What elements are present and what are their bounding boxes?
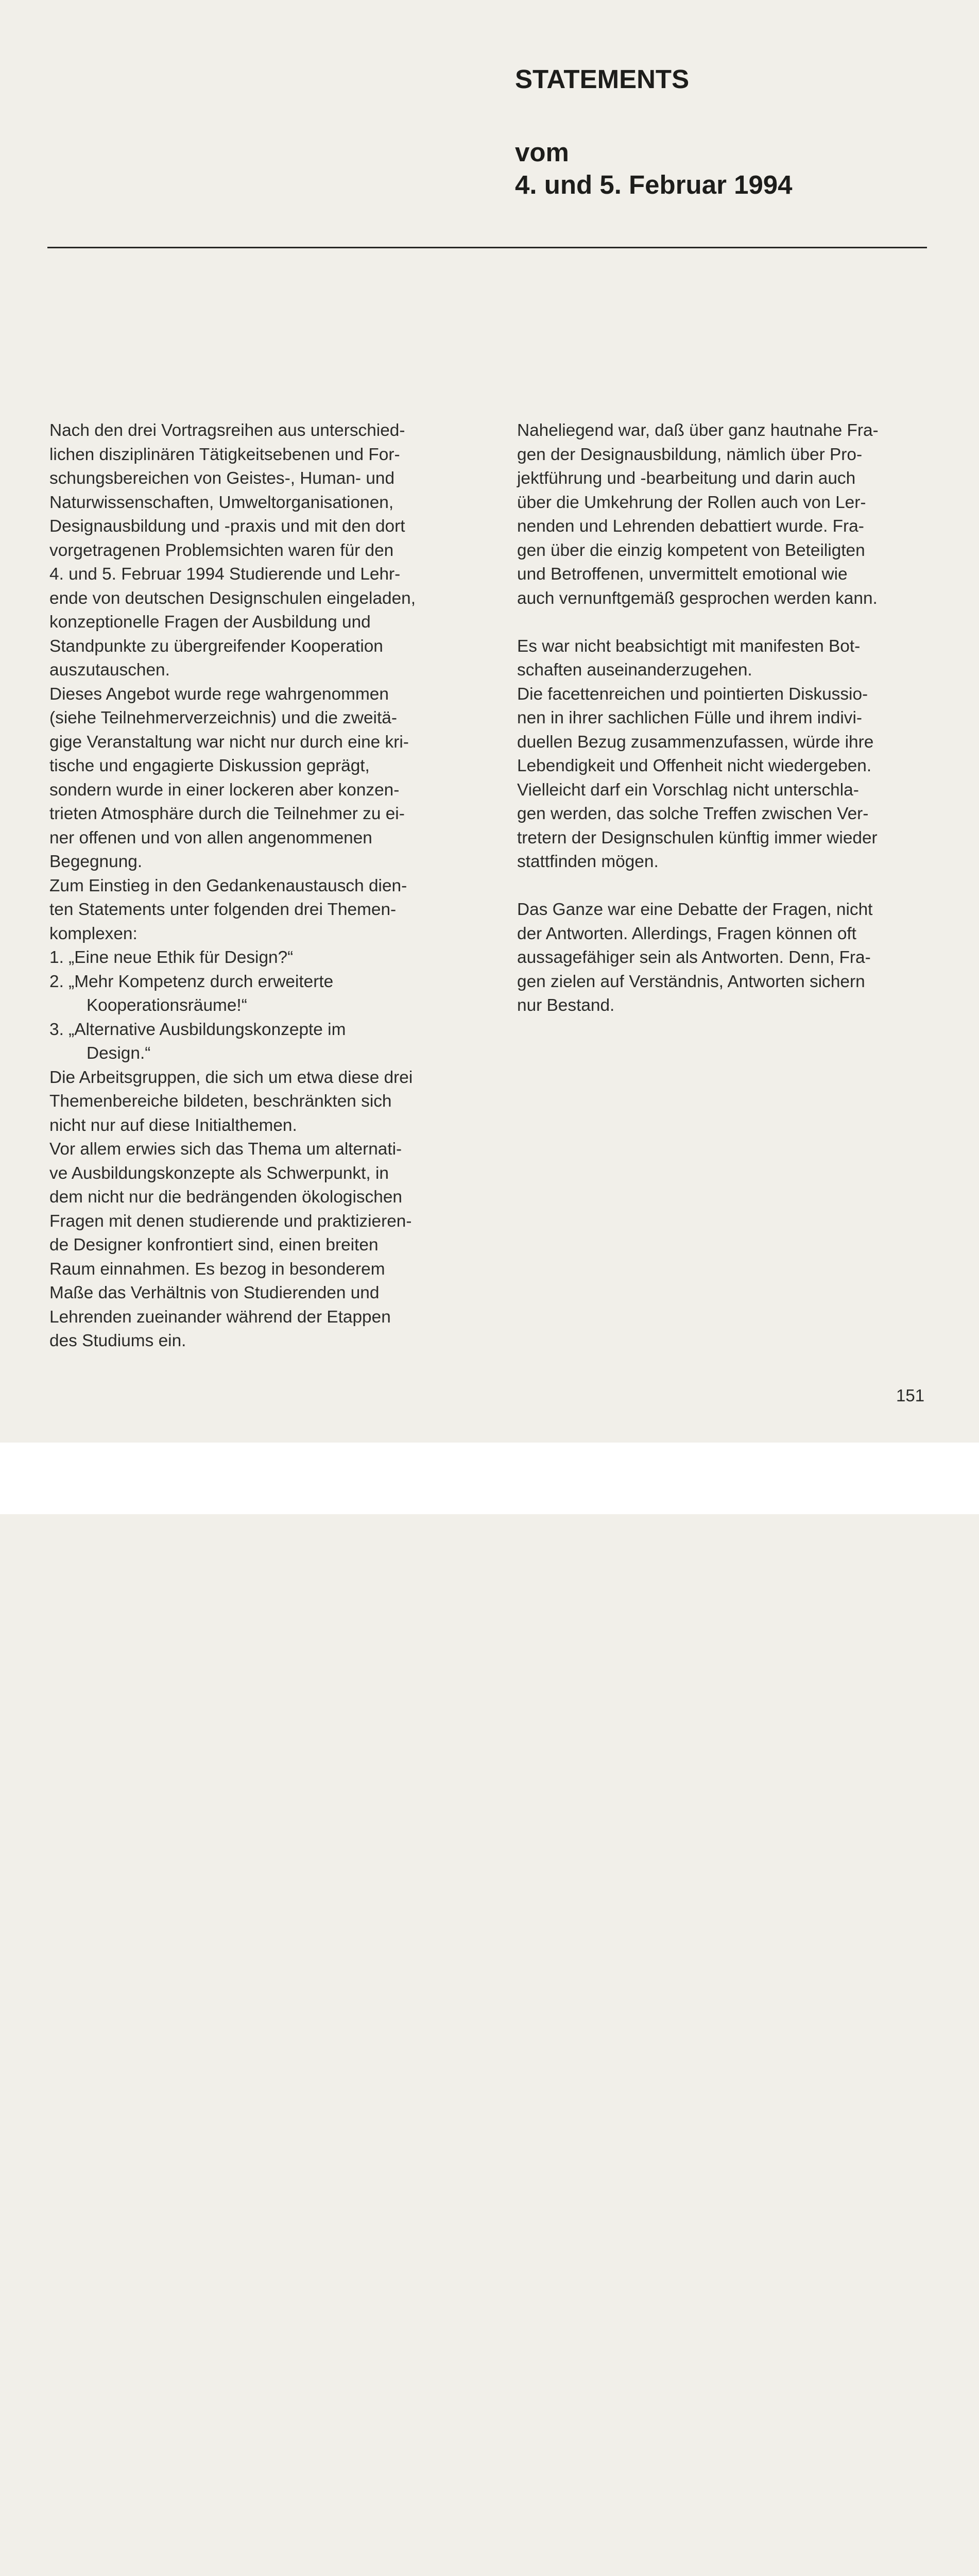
text-line: konzeptionelle Fragen der Ausbildung und — [49, 613, 371, 632]
left-text-column — [49, 419, 461, 1353]
text-line: duellen Bezug zusammenzufassen, würde ihre — [517, 732, 874, 752]
text-line: dem nicht nur die bedrängenden ökologischen — [49, 1188, 402, 1207]
text-line: Vielleicht darf ein Vorschlag nicht unterschla- — [517, 780, 859, 800]
text-line: Begegnung. — [49, 852, 143, 871]
text-line: Dieses Angebot wurde rege wahrgenommen — [49, 684, 389, 704]
right-text-column — [517, 419, 929, 1018]
text-line: gen zielen auf Verständnis, Antworten sichern — [517, 972, 865, 991]
paragraph-gap — [517, 874, 929, 899]
text-line: Vor allem erwies sich das Thema um alternati- — [49, 1140, 402, 1159]
list-item-3: 3. „Alternative Ausbildungskonzepte im — [49, 1020, 346, 1039]
text-line: Naheliegend war, daß über ganz hautnahe Fra- — [517, 421, 879, 440]
text-line: Es war nicht beabsichtigt mit manifesten Bot- — [517, 636, 861, 656]
text-line: über die Umkehrung der Rollen auch von Ler- — [517, 493, 866, 512]
text-line: schaften auseinanderzugehen. — [517, 660, 752, 680]
list-item-2-continued: Kooperationsräume!“ — [87, 996, 247, 1015]
text-line: Die facettenreichen und pointierten Diskussio- — [517, 684, 868, 704]
text-line: Naturwissenschaften, Umweltorganisationen, — [49, 493, 394, 512]
text-line: Maße das Verhältnis von Studierenden und — [49, 1283, 380, 1302]
text-line: Lebendigkeit und Offenheit nicht wiedergeben. — [517, 756, 872, 775]
list-item-2: 2. „Mehr Kompetenz durch erweiterte — [49, 972, 334, 991]
text-line: auszutauschen. — [49, 660, 170, 680]
text-line: Lehrenden zueinander während der Etappen — [49, 1307, 391, 1327]
text-line: schungsbereichen von Geistes-, Human- und — [49, 469, 395, 488]
text-line: der Antworten. Allerdings, Fragen können oft — [517, 924, 856, 943]
text-line: gen werden, das solche Treffen zwischen Ver- — [517, 804, 869, 823]
text-line: Nach den drei Vortragsreihen aus unterschied- — [49, 421, 405, 440]
text-line: gen der Designausbildung, nämlich über Pro- — [517, 445, 863, 464]
text-line: gen über die einzig kompetent von Beteiligten — [517, 540, 865, 560]
text-line: gige Veranstaltung war nicht nur durch eine kri- — [49, 732, 409, 752]
text-line: nur Bestand. — [517, 996, 615, 1015]
text-line: Die Arbeitsgruppen, die sich um etwa diese drei — [49, 1067, 413, 1087]
text-line: ende von deutschen Designschulen eingeladen, — [49, 588, 416, 608]
text-line: trieten Atmosphäre durch die Teilnehmer zu ei- — [49, 804, 405, 823]
page-number: 151 — [896, 1386, 925, 1405]
paragraph-gap — [517, 611, 929, 635]
text-line: Standpunkte zu übergreifender Kooperation — [49, 636, 383, 656]
text-line: und Betroffenen, unvermittelt emotional wie — [517, 565, 848, 584]
list-item-1: 1. „Eine neue Ethik für Design?“ — [49, 948, 294, 967]
text-line: Fragen mit denen studierende und praktizieren- — [49, 1211, 412, 1231]
text-line: ve Ausbildungskonzepte als Schwerpunkt, in — [49, 1163, 389, 1183]
text-line: des Studiums ein. — [49, 1331, 186, 1350]
text-line: komplexen: — [49, 924, 138, 943]
text-line: lichen disziplinären Tätigkeitsebenen und For- — [49, 445, 400, 464]
text-line: nicht nur auf diese Initialthemen. — [49, 1115, 297, 1135]
footer-bar — [0, 1443, 979, 1514]
text-line: Raum einnahmen. Es bezog in besonderem — [49, 1259, 385, 1279]
text-line: nenden und Lehrenden debattiert wurde. Fra- — [517, 517, 864, 536]
text-line: tretern der Designschulen künftig immer wieder — [517, 828, 878, 848]
text-line: Themenbereiche bildeten, beschränkten sich — [49, 1092, 392, 1111]
text-line: nen in ihrer sachlichen Fülle und ihrem indivi- — [517, 708, 862, 727]
text-line: sondern wurde in einer lockeren aber konzen- — [49, 780, 400, 800]
text-line: vorgetragenen Problemsichten waren für den — [49, 540, 394, 560]
text-line: tische und engagierte Diskussion geprägt, — [49, 756, 370, 775]
text-line: jektführung und -bearbeitung und darin auch — [517, 469, 856, 488]
list-item-3-continued: Design.“ — [87, 1044, 151, 1063]
page-title: STATEMENTS — [515, 64, 690, 94]
text-line: de Designer konfrontiert sind, einen breiten — [49, 1235, 379, 1255]
horizontal-rule — [47, 247, 927, 248]
text-line: auch vernunftgemäß gesprochen werden kann. — [517, 588, 878, 608]
text-line: Designausbildung und -praxis und mit den dort — [49, 517, 405, 536]
text-line: (siehe Teilnehmerverzeichnis) und die zweitä- — [49, 708, 397, 727]
text-line: aussagefähiger sein als Antworten. Denn, Fra- — [517, 948, 871, 967]
text-line: stattfinden mögen. — [517, 852, 659, 871]
text-line: ner offenen und von allen angenommenen — [49, 828, 372, 848]
subtitle-line-1: vom — [515, 138, 569, 167]
text-line: Zum Einstieg in den Gedankenaustausch dien- — [49, 876, 407, 895]
text-line: ten Statements unter folgenden drei Themen- — [49, 900, 397, 919]
subtitle-line-2: 4. und 5. Februar 1994 — [515, 170, 793, 199]
text-line: Das Ganze war eine Debatte der Fragen, nicht — [517, 900, 873, 919]
text-line: 4. und 5. Februar 1994 Studierende und Lehr- — [49, 565, 401, 584]
